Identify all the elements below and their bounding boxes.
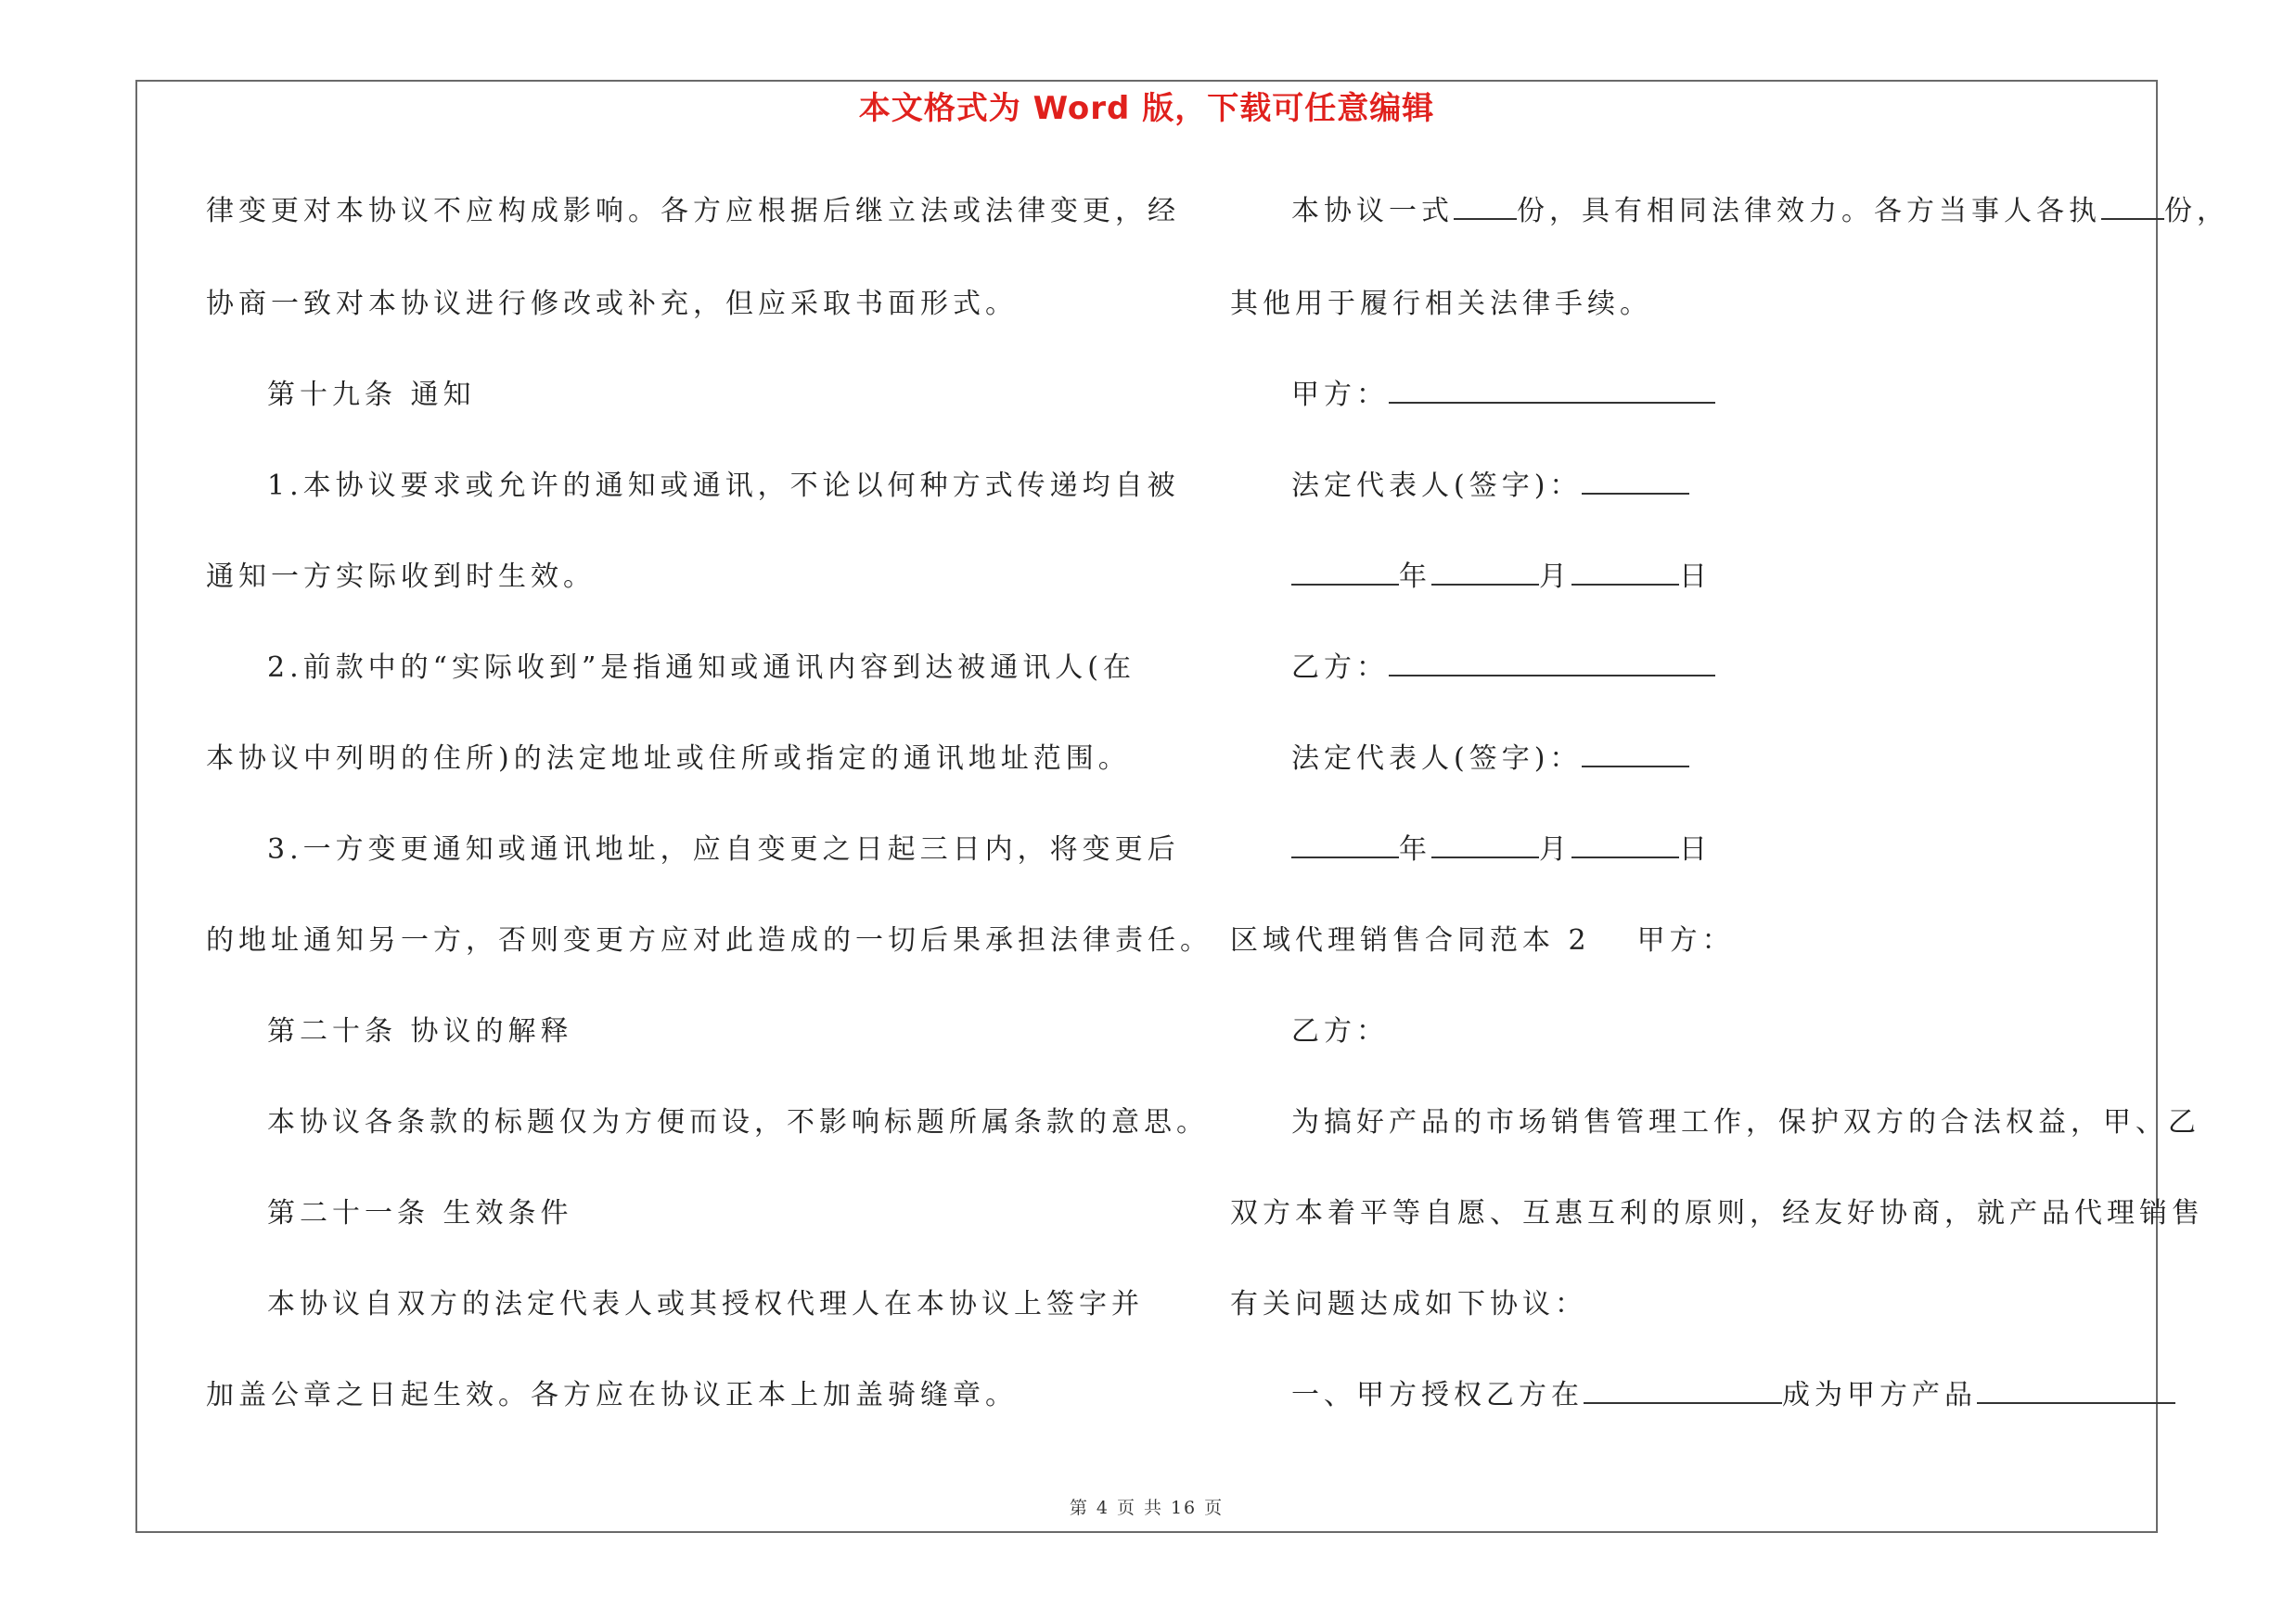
month-label: 月: [1539, 833, 1571, 866]
page-number: 4: [1096, 1498, 1110, 1518]
clause-one-line: [1230, 1377, 2175, 1414]
party-a-line: [1230, 377, 1715, 414]
paragraph-line: 本协议中列明的住所)的法定地址或住所或指定的通讯地址范围。: [206, 742, 1131, 775]
party-a-blank[interactable]: [1389, 378, 1715, 404]
paragraph-line: 本协议各条款的标题仅为方便而设，不影响标题所属条款的意思。: [267, 1106, 1209, 1139]
year-label: 年: [1399, 833, 1431, 866]
footer-text: 页: [1116, 1498, 1136, 1518]
day-blank[interactable]: [1571, 560, 1679, 586]
sample-title-line: [1230, 922, 1735, 960]
day-blank[interactable]: [1571, 832, 1679, 858]
year-blank[interactable]: [1291, 560, 1399, 586]
copies-each-blank[interactable]: [2101, 194, 2164, 220]
paragraph-line: 2.前款中的“实际收到”是指通知或通讯内容到达被通讯人(在: [267, 651, 1136, 684]
day-label: 日: [1679, 560, 1712, 593]
copies-text-a: 本协议一式: [1291, 195, 1454, 227]
party-a-label: 甲方：: [1291, 379, 1389, 411]
page-footer: [135, 1494, 2158, 1519]
edit-banner: 本文格式为 Word 版，下载可任意编辑: [858, 90, 1435, 127]
footer-text: 第: [1069, 1498, 1089, 1518]
rep-line-a: [1230, 468, 1689, 505]
paragraph-line: 本协议自双方的法定代表人或其授权代理人在本协议上签字并: [267, 1288, 1144, 1320]
paragraph-line: 双方本着平等自愿、互惠互利的原则，经友好协商，就产品代理销售: [1230, 1197, 2204, 1230]
date-line-b: [1230, 831, 1712, 869]
year-label: 年: [1399, 560, 1431, 593]
paragraph-line: 的地址通知另一方，否则变更方应对此造成的一切后果承担法律责任。: [206, 924, 1212, 957]
rep-signature-blank[interactable]: [1582, 741, 1689, 767]
rep-signature-blank[interactable]: [1582, 469, 1689, 495]
paragraph-line: 1.本协议要求或允许的通知或通讯，不论以何种方式传递均自被: [267, 470, 1180, 502]
month-blank[interactable]: [1431, 832, 1539, 858]
article-heading: 第二十一条 生效条件: [267, 1197, 573, 1230]
party-b-blank[interactable]: [1389, 650, 1715, 676]
footer-text: 共: [1143, 1498, 1163, 1518]
month-blank[interactable]: [1431, 560, 1539, 586]
paragraph-line: 加盖公章之日起生效。各方应在协议正本上加盖骑缝章。: [206, 1379, 1018, 1411]
party-b-label: 乙方：: [1291, 651, 1389, 684]
paragraph-line: 协商一致对本协议进行修改或补充，但应采取书面形式。: [206, 288, 1018, 320]
party-b-line: [1230, 650, 1715, 687]
copies-text-b: 份，具有相同法律效力。各方当事人各执: [1517, 195, 2101, 227]
article-heading: 第二十条 协议的解释: [267, 1015, 573, 1048]
rep-label: 法定代表人(签字)：: [1291, 470, 1583, 502]
sample-title: 区域代理销售合同范本 2: [1230, 924, 1591, 957]
month-label: 月: [1539, 560, 1571, 593]
paragraph-line: 律变更对本协议不应构成影响。各方应根据后继立法或法律变更，经: [206, 195, 1180, 227]
paragraph-line: 通知一方实际收到时生效。: [206, 560, 596, 593]
article-heading: 第十九条 通知: [267, 379, 476, 411]
paragraph-line: 为搞好产品的市场销售管理工作，保护双方的合法权益，甲、乙: [1291, 1106, 2200, 1139]
year-blank[interactable]: [1291, 832, 1399, 858]
paragraph-line: 其他用于履行相关法律手续。: [1230, 288, 1652, 320]
product-blank[interactable]: [1977, 1378, 2175, 1404]
paragraph-line: 有关问题达成如下协议：: [1230, 1288, 1587, 1320]
date-line-a: [1230, 559, 1712, 596]
paragraph-line: 3.一方变更通知或通讯地址，应自变更之日起三日内，将变更后: [267, 833, 1180, 866]
clause-one-text-a: 一、甲方授权乙方在: [1291, 1379, 1584, 1411]
day-label: 日: [1679, 833, 1712, 866]
rep-line-b: [1230, 741, 1689, 778]
sample-party-a: 甲方：: [1636, 924, 1735, 957]
copies-blank[interactable]: [1454, 194, 1517, 220]
footer-text: 页: [1204, 1498, 1225, 1518]
sample-party-b: 乙方：: [1291, 1015, 1389, 1048]
region-blank[interactable]: [1584, 1378, 1782, 1404]
copies-line: [1230, 193, 2229, 230]
clause-one-text-b: 成为甲方产品: [1782, 1379, 1977, 1411]
rep-label: 法定代表人(签字)：: [1291, 742, 1583, 775]
copies-text-c: 份，: [2164, 195, 2229, 227]
total-pages: 16: [1170, 1498, 1198, 1518]
